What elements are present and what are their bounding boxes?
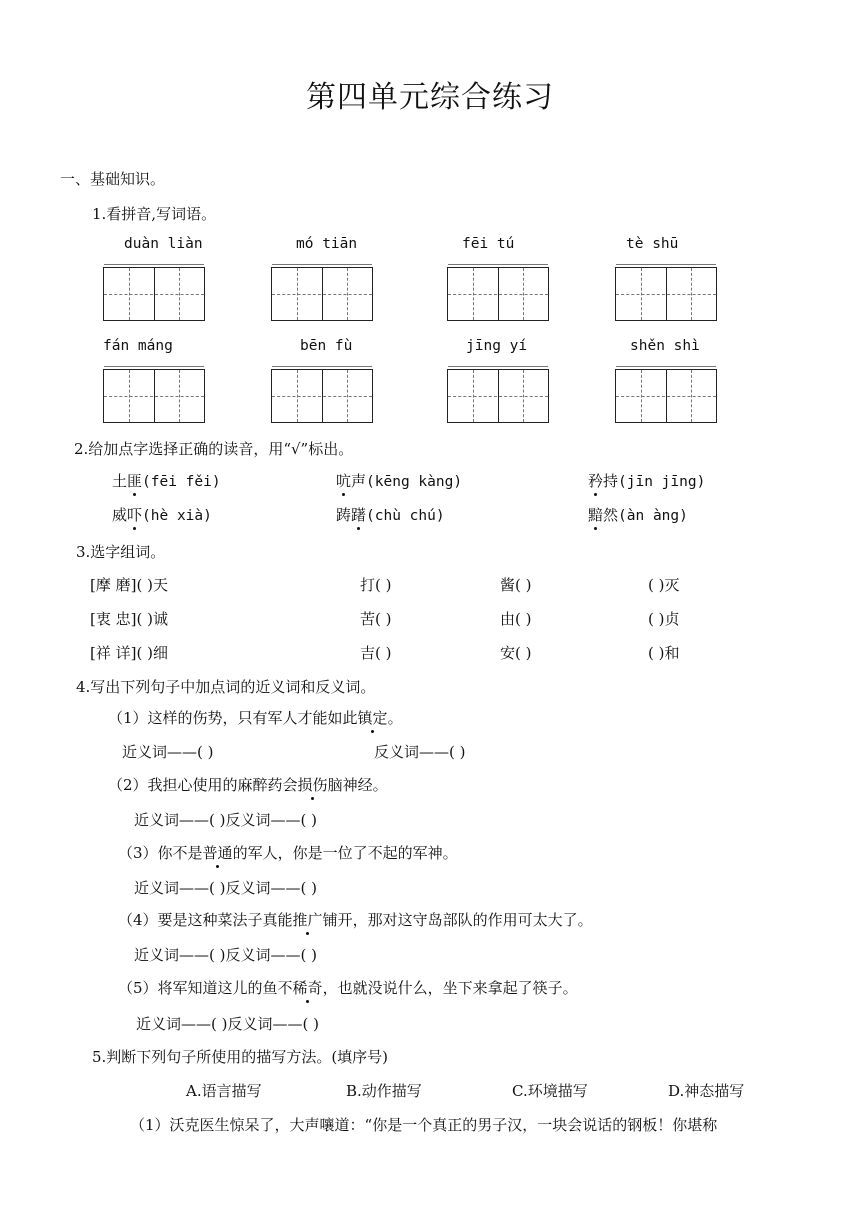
pinyin-5: fán máng	[103, 338, 173, 354]
writing-grid[interactable]	[615, 369, 717, 423]
writing-grid[interactable]	[447, 267, 549, 321]
section-heading: 一、基础知识。	[60, 170, 166, 188]
pinyin-4: tè shū	[626, 236, 679, 252]
writing-grid[interactable]	[271, 369, 373, 423]
sentence-q5-1: （1）沃克医生惊呆了，大声嚷道：“你是一个真正的男子汉，一块会说话的钢板！你堪称	[130, 1116, 718, 1134]
answer-line: 近义词——( )反义词——( )	[136, 1015, 319, 1033]
reading-item: 矜持(jīn jīng)	[588, 472, 706, 490]
answer-line: 近义词——( )反义词——( )	[134, 811, 317, 829]
question-1-label: 1.看拼音,写词语。	[92, 205, 217, 223]
sentence-5: （5）将军知道这儿的鱼不稀奇，也就没说什么，坐下来拿起了筷子。	[118, 979, 578, 997]
writing-grid[interactable]	[103, 369, 205, 423]
word-choice-cell: 安( )	[500, 644, 532, 662]
page-title: 第四单元综合练习	[306, 80, 554, 115]
word-choice-cell: [摩 磨]( )天	[90, 576, 168, 594]
sentence-2: （2）我担心使用的麻醉药会损伤脑神经。	[108, 776, 388, 794]
pinyin-3: fēi tú	[462, 236, 515, 252]
reading-item: 威吓(hè xià)	[112, 506, 212, 524]
pinyin-1: duàn liàn	[124, 236, 203, 252]
word-choice-cell: ( )和	[648, 644, 680, 662]
word-choice-cell: 由( )	[500, 610, 532, 628]
word-choice-cell: [祥 详]( )细	[90, 644, 168, 662]
pinyin-7: jīng yí	[466, 338, 528, 354]
word-choice-cell: [衷 忠]( )诚	[90, 610, 168, 628]
pinyin-6: bēn fù	[300, 338, 353, 354]
writing-grid[interactable]	[615, 267, 717, 321]
word-choice-cell: 苦( )	[360, 610, 392, 628]
writing-grid[interactable]	[447, 369, 549, 423]
word-choice-cell: 打( )	[360, 576, 392, 594]
sentence-3: （3）你不是普通的军人，你是一位了不起的军神。	[118, 844, 458, 862]
reading-item: 黯然(àn àng)	[588, 506, 688, 524]
pinyin-2: mó tiān	[296, 236, 358, 252]
word-choice-cell: 吉( )	[360, 644, 392, 662]
reading-item: 土匪(fēi fěi)	[112, 472, 221, 490]
option-a: A.语言描写	[186, 1082, 262, 1100]
sentence-1: （1）这样的伤势，只有军人才能如此镇定。	[108, 709, 403, 727]
option-c: C.环境描写	[512, 1082, 588, 1100]
question-5-label: 5.判断下列句子所使用的描写方法。(填序号)	[92, 1048, 389, 1066]
question-2-label: 2.给加点字选择正确的读音，用“√”标出。	[74, 440, 354, 458]
pinyin-8: shěn shì	[630, 338, 700, 354]
reading-item: 吭声(kēng kàng)	[336, 472, 463, 490]
answer-line: 近义词——( )反义词——( )	[134, 879, 317, 897]
writing-grid[interactable]	[103, 267, 205, 321]
answer-line: 反义词——( )	[374, 743, 466, 761]
option-b: B.动作描写	[346, 1082, 422, 1100]
word-choice-cell: ( )灭	[648, 576, 680, 594]
reading-item: 踌躇(chù chú)	[336, 506, 445, 524]
question-3-label: 3.选字组词。	[76, 543, 166, 561]
word-choice-cell: 酱( )	[500, 576, 532, 594]
answer-line: 近义词——( )反义词——( )	[134, 946, 317, 964]
word-choice-cell: ( )贞	[648, 610, 680, 628]
question-4-label: 4.写出下列句子中加点词的近义词和反义词。	[76, 678, 376, 696]
sentence-4: （4）要是这种菜法子真能推广铺开，那对这守岛部队的作用可太大了。	[118, 911, 593, 929]
option-d: D.神态描写	[668, 1082, 745, 1100]
writing-grid[interactable]	[271, 267, 373, 321]
answer-line: 近义词——( )	[122, 743, 214, 761]
